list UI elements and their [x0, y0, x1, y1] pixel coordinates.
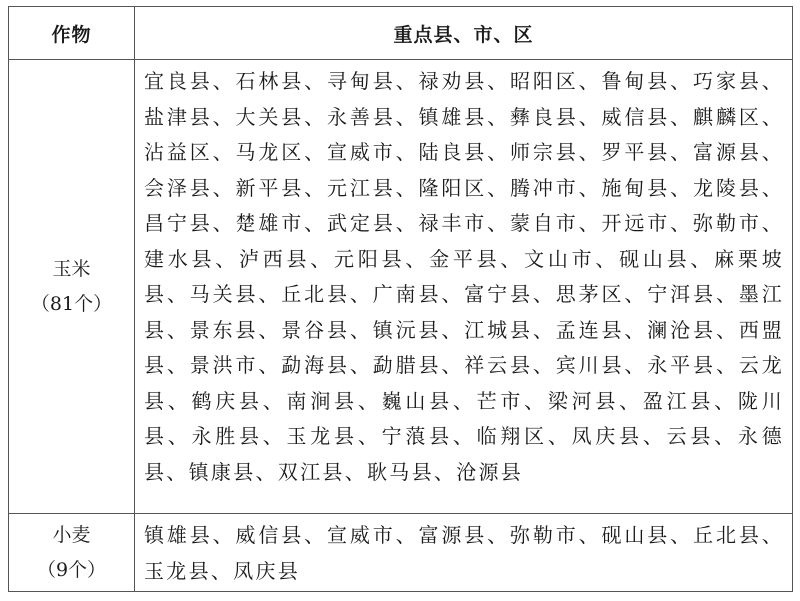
crop-name: 玉米 — [52, 257, 91, 280]
header-counties: 重点县、市、区 — [135, 7, 793, 60]
header-crop: 作物 — [9, 7, 135, 60]
crop-count: （81个） — [30, 292, 113, 315]
crop-cell-corn — [9, 60, 135, 514]
crop-count: （9个） — [36, 558, 107, 581]
key-counties-table — [8, 6, 793, 592]
crop-name: 小麦 — [52, 523, 91, 546]
table-row — [9, 60, 793, 514]
county-list: 镇雄县、威信县、宣威市、富源县、弥勒市、砚山县、丘北县、玉龙县、凤庆县 — [135, 514, 793, 592]
crop-cell-wheat — [9, 514, 135, 592]
table-header-row — [9, 7, 793, 60]
table-row — [9, 514, 793, 592]
county-list: 宜良县、石林县、寻甸县、禄劝县、昭阳区、鲁甸县、巧家县、盐津县、大关县、永善县、镇雄县、彝良县、威信县、麒麟区、沾益区、马龙区、宣威市、陆良县、师宗县、罗平县、富源县、会泽县、新平县、元江县、隆阳区、腾冲市、施甸县、龙陵县、昌宁县、楚雄市、武定县、禄丰市、蒙自市、开远市、弥勒市、建水县、泸西县、元阳县、金平县、文山市、砚山县、麻栗坡县、马关县、丘北县、广南县、富宁县、思茅区、宁洱县、墨江县、景东县、景谷县、镇沅县、江城县、孟连县、澜沧县、西盟县、景洪市、勐海县、勐腊县、祥云县、宾川县、永平县、云龙县、鹤庆县、南涧县、巍山县、芒市、梁河县、盈江县、陇川县、永胜县、玉龙县、宁蒗县、临翔区、凤庆县、云县、永德县、镇康县、双江县、耿马县、沧源县 — [135, 60, 793, 514]
